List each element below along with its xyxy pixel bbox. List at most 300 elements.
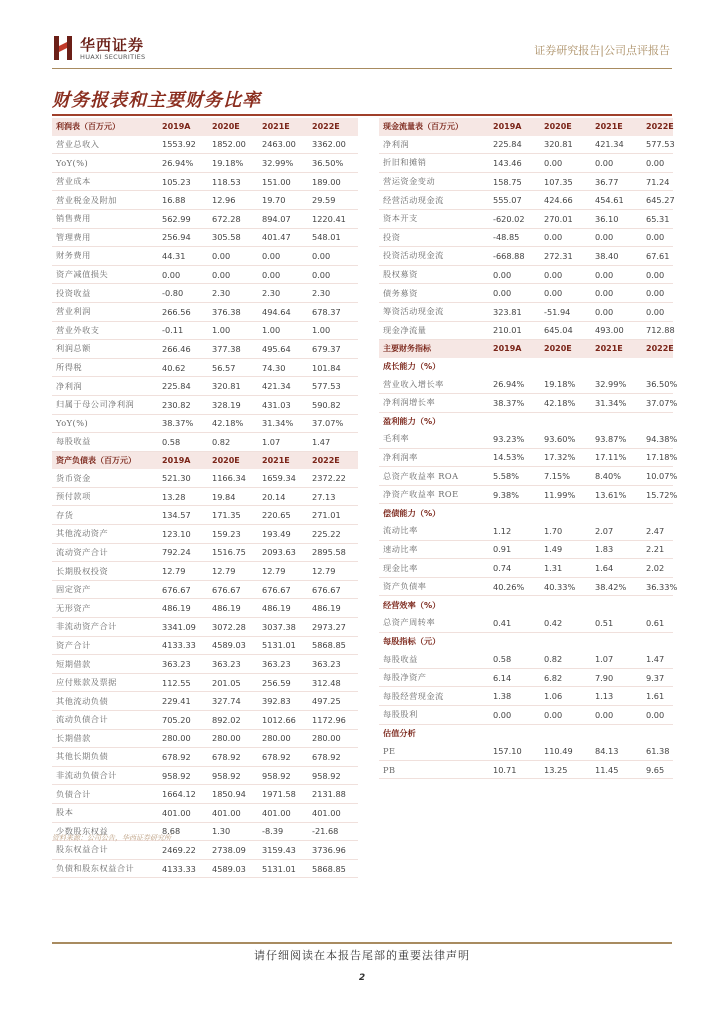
cell-value: 1.83 [591,540,642,559]
cell-value: 7.15% [540,467,591,486]
cell-value: 1.06 [540,687,591,706]
cell-value: 201.05 [208,673,258,692]
cell-value: 377.38 [208,340,258,359]
cell-value: 363.23 [208,655,258,674]
cell-value: -0.11 [158,321,208,340]
cell-value [642,724,673,742]
cell-value: 577.53 [642,136,673,154]
table-row [52,506,358,525]
cell-value: 376.38 [208,302,258,321]
cell-value: 1.13 [591,687,642,706]
cell-value: 0.00 [642,154,673,173]
cell-value: 74.30 [258,358,308,377]
cell-value: 56.57 [208,358,258,377]
table-row [52,340,358,359]
cell-value: 29.59 [308,191,358,210]
cell-value: 4589.03 [208,636,258,655]
cell-value: 577.53 [308,377,358,396]
table-row [52,302,358,321]
cell-value: 486.19 [258,599,308,618]
cell-value: 401.47 [258,228,308,247]
cell-value: 280.00 [158,729,208,748]
cell-value: 37.07% [308,414,358,433]
cell-value: 712.88 [642,321,673,340]
cell-value: 13.25 [540,760,591,779]
cell-value: 486.19 [158,599,208,618]
cell-value: 0.00 [642,706,673,725]
cell-value: 26.94% [158,154,208,173]
cell-value: 38.37% [489,393,540,412]
cell-value: 0.00 [208,247,258,266]
cell-value: 1012.66 [258,711,308,730]
cell-value: 171.35 [208,506,258,525]
row-label: 财务费用 [52,247,158,266]
cell-value: 67.61 [642,247,673,266]
cell-value: 1971.58 [258,785,308,804]
table-row [52,414,358,433]
cell-value [489,358,540,376]
cell-value: 892.02 [208,711,258,730]
cell-value: 13.61% [591,485,642,504]
row-label: 成长能力（%） [383,361,441,372]
row-label: 盈利能力（%） [383,415,441,426]
cell-value: 42.18% [540,393,591,412]
cell-value: 958.92 [158,766,208,785]
cell-value: 1.38 [489,687,540,706]
table-row [52,785,358,804]
table-row [379,393,673,412]
row-label: 管理费用 [52,228,158,247]
cell-value: 2019A [158,118,208,136]
cell-value: 157.10 [489,742,540,760]
row-label: 少数股东权益 [52,822,158,841]
cell-value: 40.26% [489,577,540,596]
cell-value: 0.41 [489,614,540,632]
cell-value: 15.72% [642,485,673,504]
cell-value: 10.07% [642,467,673,486]
row-label: 债务募资 [379,284,489,303]
row-label: 筹资活动现金流 [379,302,489,321]
cell-value: 486.19 [308,599,358,618]
cell-value: 424.66 [540,191,591,210]
table-row [379,559,673,578]
legal-disclaimer: 请仔细阅读在本报告尾部的重要法律声明 [254,949,470,962]
cell-value: 2021E [591,340,642,358]
cell-value [642,632,673,650]
row-label: 营业利润 [52,302,158,321]
cell-value: 2022E [642,118,673,136]
cell-value: 17.11% [591,448,642,467]
cell-value: 1.47 [308,433,358,452]
cell-value: 421.34 [258,377,308,396]
cell-value: 676.67 [258,580,308,599]
row-label: 折旧和摊销 [379,154,489,173]
cell-value: 320.81 [540,136,591,154]
cell-value: 1852.00 [208,136,258,154]
cell-value: 17.18% [642,448,673,467]
table-section-row [379,412,673,430]
table-row [379,668,673,687]
cell-value: 679.37 [308,340,358,359]
row-label: 每股收益 [379,650,489,668]
cell-value: 0.00 [308,247,358,266]
row-label: 资本开支 [379,209,489,228]
cell-value: 112.55 [158,673,208,692]
cell-value: 71.24 [642,172,673,191]
cell-value [540,504,591,522]
row-label: 现金流量表（百万元） [379,118,489,136]
cell-value [489,632,540,650]
cell-value: 2019A [158,451,208,469]
cell-value: 0.58 [158,433,208,452]
cell-value: 1.00 [258,321,308,340]
table-row [379,467,673,486]
cell-value: 2469.22 [158,841,208,860]
cell-value [591,724,642,742]
cell-value: 0.00 [540,228,591,247]
row-label: 长期借款 [52,729,158,748]
cell-value: 12.79 [258,562,308,581]
table-row [379,375,673,393]
table-row [52,377,358,396]
cell-value: 2.47 [642,522,673,540]
row-label: 主要财务指标 [379,340,489,358]
cell-value: 323.81 [489,302,540,321]
cell-value: 0.00 [540,154,591,173]
cell-value: 31.34% [591,393,642,412]
table-section-row [379,596,673,614]
cell-value [642,504,673,522]
cell-value: 792.24 [158,543,208,562]
table-header-row [52,118,358,136]
cell-value: 678.92 [258,748,308,767]
cell-value: 151.00 [258,172,308,191]
cell-value: 2131.88 [308,785,358,804]
cell-value: 11.99% [540,485,591,504]
cell-value: 5868.85 [308,636,358,655]
cell-value: 12.96 [208,191,258,210]
cell-value: 256.94 [158,228,208,247]
cell-value: 5131.01 [258,636,308,655]
cell-value: 12.79 [208,562,258,581]
cell-value: 7.90 [591,668,642,687]
table-section-row [379,724,673,742]
cell-value: 9.37 [642,668,673,687]
table-row [52,841,358,860]
row-label: 现金比率 [379,559,489,578]
cell-value: 3072.28 [208,618,258,637]
cell-value: -668.88 [489,247,540,266]
table-row [379,485,673,504]
cell-value: 118.53 [208,172,258,191]
cell-value: 38.42% [591,577,642,596]
table-row [52,562,358,581]
cell-value: 421.34 [591,136,642,154]
cell-value: 0.00 [642,228,673,247]
cell-value: 0.51 [591,614,642,632]
table-row [52,711,358,730]
cell-value: 2.30 [208,284,258,303]
title-divider [52,114,672,116]
row-label: 负债和股东权益合计 [52,859,158,878]
cell-value: 1.70 [540,522,591,540]
cell-value: 2738.09 [208,841,258,860]
row-label: 净利润 [52,377,158,396]
cell-value: 19.84 [208,487,258,506]
cell-value: 401.00 [258,803,308,822]
row-label: 应付账款及票据 [52,673,158,692]
table-row [379,209,673,228]
cell-value: 280.00 [258,729,308,748]
cell-value: 0.00 [591,284,642,303]
table-row [379,687,673,706]
cell-value: 958.92 [208,766,258,785]
row-label: 净资产收益率 ROE [379,485,489,504]
cell-value: 19.18% [540,375,591,393]
cell-value: 229.41 [158,692,208,711]
header-divider [52,68,672,69]
cell-value: 2.07 [591,522,642,540]
cell-value: 548.01 [308,228,358,247]
cell-value: 0.42 [540,614,591,632]
right-financial-table [379,118,678,779]
cell-value: 958.92 [308,766,358,785]
table-row [379,448,673,467]
row-label: 长期股权投资 [52,562,158,581]
row-label: 所得税 [52,358,158,377]
row-label: 速动比率 [379,540,489,559]
cell-value [489,596,540,614]
cell-value: 0.00 [158,265,208,284]
cell-value: 189.00 [308,172,358,191]
cell-value: 320.81 [208,377,258,396]
row-label: 流动资产合计 [52,543,158,562]
table-section-row [379,504,673,522]
row-label: 净利润增长率 [379,393,489,412]
footer-divider [52,942,672,944]
table-row [52,543,358,562]
cell-value: 3341.09 [158,618,208,637]
cell-value: 0.00 [489,706,540,725]
cell-value: 32.99% [258,154,308,173]
cell-value: 363.23 [158,655,208,674]
cell-value: 5131.01 [258,859,308,878]
cell-value: 40.33% [540,577,591,596]
cell-value: 36.77 [591,172,642,191]
table-row [52,859,358,878]
cell-value: 1220.41 [308,209,358,228]
cell-value: 894.07 [258,209,308,228]
row-label: 销售费用 [52,209,158,228]
cell-value: 193.49 [258,525,308,544]
cell-value: 1.00 [308,321,358,340]
table-row [52,599,358,618]
cell-value: 0.00 [591,706,642,725]
cell-value: 10.71 [489,760,540,779]
cell-value: 266.46 [158,340,208,359]
cell-value [591,596,642,614]
cell-value: 4133.33 [158,859,208,878]
cell-value: 272.31 [540,247,591,266]
cell-value: 678.92 [308,748,358,767]
cell-value: 37.07% [642,393,673,412]
table-row [379,430,673,448]
cell-value: 123.10 [158,525,208,544]
row-label: 无形资产 [52,599,158,618]
row-label: YoY(%) [52,414,158,433]
cell-value: 110.49 [540,742,591,760]
row-label: 每股指标（元） [383,635,441,646]
table-row [52,580,358,599]
cell-value [642,412,673,430]
cell-value: 0.00 [642,265,673,284]
cell-value: 93.23% [489,430,540,448]
cell-value: 0.00 [591,228,642,247]
table-row [52,395,358,414]
table-row [379,172,673,191]
cell-value: 392.83 [258,692,308,711]
table-row [379,321,673,340]
cell-value: 2022E [642,340,673,358]
row-label: 短期借款 [52,655,158,674]
row-label: 估值分析 [383,727,416,738]
cell-value [540,596,591,614]
cell-value: 0.00 [591,302,642,321]
cell-value: 2021E [591,118,642,136]
cell-value: 0.00 [642,302,673,321]
cell-value: 65.31 [642,209,673,228]
cell-value: 31.34% [258,414,308,433]
cell-value: 44.31 [158,247,208,266]
cell-value [540,358,591,376]
report-header [0,0,724,70]
cell-value: 2463.00 [258,136,308,154]
table-section-row [379,358,673,376]
table-row [52,487,358,506]
cell-value: 32.99% [591,375,642,393]
row-label: 非流动负债合计 [52,766,158,785]
cell-value: 20.14 [258,487,308,506]
table-row [379,577,673,596]
cell-value: 590.82 [308,395,358,414]
row-label: PE [379,742,489,760]
cell-value: 2022E [308,451,358,469]
cell-value: 0.00 [540,284,591,303]
cell-value: 1553.92 [158,136,208,154]
cell-value [540,724,591,742]
row-label: 流动负债合计 [52,711,158,730]
table-header-row [379,118,673,136]
cell-value: 101.84 [308,358,358,377]
cell-value: 256.59 [258,673,308,692]
cell-value: 1516.75 [208,543,258,562]
cell-value: 6.82 [540,668,591,687]
cell-value: 678.92 [208,748,258,767]
table-row [379,228,673,247]
cell-value: 0.61 [642,614,673,632]
row-label: 营业总收入 [52,136,158,154]
source-note: 资料来源：公司公告，华西证券研究所 [52,834,171,842]
cell-value [489,724,540,742]
cell-value: 9.65 [642,760,673,779]
row-label: 营业收入增长率 [379,375,489,393]
cell-value: 159.23 [208,525,258,544]
cell-value: 1.61 [642,687,673,706]
cell-value: 19.70 [258,191,308,210]
row-label: 股本 [52,803,158,822]
logo-english-text: HUAXI SECURITIES [80,53,146,61]
cell-value: 1850.94 [208,785,258,804]
cell-value: -8.39 [258,822,308,841]
cell-value: 2019A [489,118,540,136]
cell-value: -620.02 [489,209,540,228]
table-row [379,522,673,540]
cell-value: 26.94% [489,375,540,393]
cell-value: 494.64 [258,302,308,321]
cell-value: 401.00 [308,803,358,822]
page-number: 2 [358,973,366,983]
cell-value [540,632,591,650]
table-row [52,321,358,340]
cell-value: 2372.22 [308,469,358,487]
row-label: 毛利率 [379,430,489,448]
row-label: 总资产周转率 [379,614,489,632]
row-label: 利润总额 [52,340,158,359]
cell-value: 363.23 [308,655,358,674]
cell-value: 2021E [258,451,308,469]
table-row [52,172,358,191]
cell-value: 1664.12 [158,785,208,804]
cell-value: 2020E [208,451,258,469]
cell-value: 454.61 [591,191,642,210]
cell-value: 2020E [540,118,591,136]
row-label: 营业外收支 [52,321,158,340]
table-row [52,525,358,544]
cell-value: 495.64 [258,340,308,359]
table-row [52,469,358,487]
cell-value [642,596,673,614]
table-row [52,358,358,377]
cell-value: 36.50% [642,375,673,393]
row-label: 投资活动现金流 [379,247,489,266]
table-header-row [379,340,673,358]
cell-value: 5.58% [489,467,540,486]
cell-value: 8.68 [158,822,208,841]
cell-value: 2.21 [642,540,673,559]
cell-value: 3362.00 [308,136,358,154]
cell-value: 328.19 [208,395,258,414]
row-label: 现金净流量 [379,321,489,340]
row-label: 投资收益 [52,284,158,303]
cell-value: 2.30 [258,284,308,303]
cell-value: 0.00 [258,247,308,266]
table-row [379,614,673,632]
table-row [52,692,358,711]
cell-value [591,504,642,522]
row-label: 经营活动现金流 [379,191,489,210]
cell-value: 555.07 [489,191,540,210]
table-row [379,265,673,284]
row-label: 净利润 [379,136,489,154]
row-label: 投资 [379,228,489,247]
cell-value: 676.67 [158,580,208,599]
cell-value: 38.40 [591,247,642,266]
huaxi-logo-icon [54,36,72,60]
cell-value: 40.62 [158,358,208,377]
cell-value: 1.00 [208,321,258,340]
cell-value: 1.31 [540,559,591,578]
cell-value: 958.92 [258,766,308,785]
